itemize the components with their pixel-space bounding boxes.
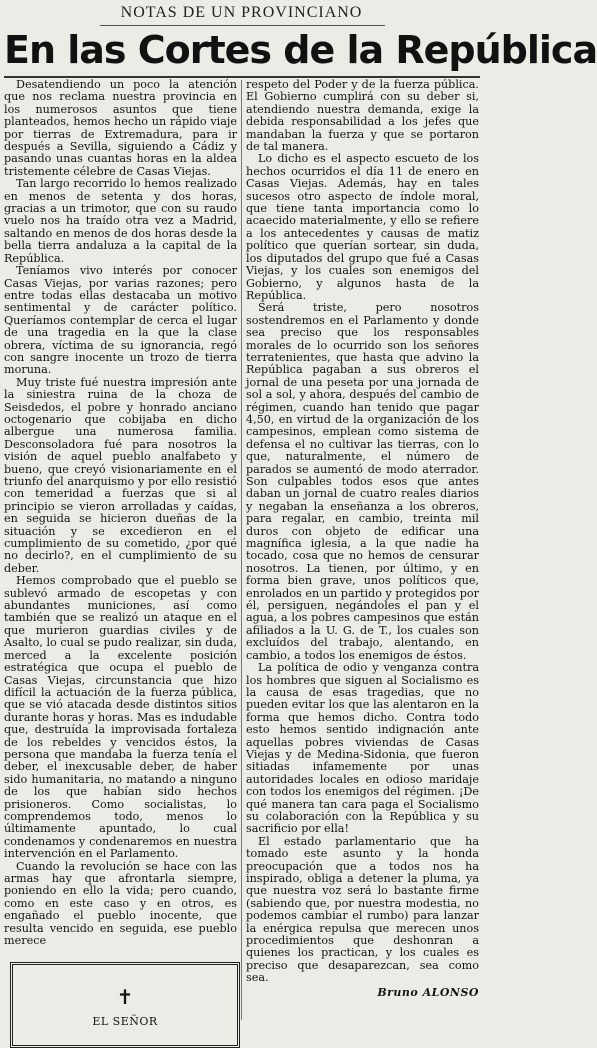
- author-signature: Bruno ALONSO: [377, 985, 479, 999]
- paragraph: El estado parlamentario que ha tomado este asunto y la honda preocupación que a todos nos ha inspirado, obliga a detener la pluma, ya que nuestra voz será lo bastante firme (sabiendo que, por nuestra modestia, no podemos cambiar el rumbo) para lanzar la enérgica repulsa que merecen unos procedimientos que deshonran a quienes los practican, y los cuales es preciso que desaparezcan, sea como sea.: [246, 834, 479, 985]
- paragraph: respeto del Poder y de la fuerza pública. El Gobierno cumplirá con su deber si, atendiendo nuestra demanda, exige la debida responsabilidad a los jefes que mandaban la fuerza y que se portaron de tal manera.: [246, 78, 479, 154]
- paragraph: Desatendiendo un poco la atención que nos reclama nuestra provincia en los numerosos asuntos que tiene planteados, hemos hecho un rápido viaje por tierras de Extremadura, para ir después a Sevilla, siguiendo a Cádiz y pasando unas cuantas horas en la aldea tristemente célebre de Casas Viejas.: [4, 78, 237, 178]
- section-title: NOTAS DE UN PROVINCIANO: [120, 4, 363, 21]
- paragraph: Lo dicho es el aspecto escueto de los hechos ocurridos el día 11 de enero en Casas Viejas. Además, hay en tales sucesos otro aspecto de índole moral, que tiene tanta importancia como lo acaecido materialmente, y ello se refiere a los antecedentes y causas de matiz político que querían sortear, sin duda, los diputados del grupo que fué a Casas Viejas, y los cuales son enemigos del Gobierno, y algunos hasta de la República.: [246, 152, 479, 302]
- paragraph: Será triste, pero nosotros sostendremos en el Parlamento y donde sea preciso que los responsables morales de lo ocurrido son los señores terratenientes, que hasta que advino la República pagaban a sus obreros el jornal de una peseta por una jornada de sol a sol, y ahora, después del cambio de régimen, cuando han tenido que pagar 4,50, en virtud de la organización de los campesinos, emplean como sistema de defensa el no cultivar las tierras, con lo que, naturalmente, el número de parados se aumentó de modo aterrador. Son culpables todos esos que antes daban un jornal de cuatro reales diarios y negaban la enseñanza a los obreros, para regalar, en cambio, treinta mil duros con objeto de edificar una magnífica iglesia, a la que nadie ha tocado, cosa que no hemos de censurar nosotros. La tienen, por último, y en forma bien grave, unos políticos que, enrolados en un partido y protegidos por él, persiguen, negándoles el pan y el agua, a los pobres campesinos que están afiliados a la U. G. de T., los cuales son excluídos del trabajo, alentando, en cambio, a todos los enemigos de éstos.: [246, 301, 479, 662]
- paragraph: La política de odio y venganza contra los hombres que siguen al Socialismo es la causa de esas tragedias, que no pueden evitar los que las alentaron en la forma que hemos dicho. Contra todo esto hemos sentido indignación ante aquellas pobres viviendas de Casas Viejas y de Medina-Sidonia, que fueron sitiadas infamemente por unas autoridades locales en odioso maridaje con todos los enemigos del régimen. ¡De qué manera tan cara paga el Socialismo su colaboración con la República y su sacrificio por ella!: [246, 661, 479, 836]
- paragraph: Cuando la revolución se hace con las armas hay que afrontarla siempre, poniendo en ello la vida; pero cuando, como en este caso y en otros, es engañado el pueblo inocente, que resulta vencido en seguida, ese pueblo merece: [4, 859, 237, 948]
- paragraph: Hemos comprobado que el pueblo se sublevó armado de escopetas y con abundantes municiones, así como también que se realizó un ataque en el que murieron guardias civiles y de Asalto, lo cual se pudo realizar, sin duda, merced a la excelente posición estratégica que ocupa el pueblo de Casas Viejas, circunstancia que hizo difícil la actuación de la fuerza pública, que se vió atacada desde distintos sitios durante horas y horas. Mas es indudable que, destruída la improvisada fortaleza de los rebeldes y vencidos éstos, la persona que mandaba la fuerza tenía el deber, el inexcusable deber, de haber sido humanitaria, no matando a ninguno de los que habían sido hechos prisioneros. Como socialistas, lo comprendemos todo, menos lo últimamente apuntado, lo cual condenamos y condenaremos en nuestra intervención en el Parlamento.: [4, 574, 237, 861]
- paragraph: Teníamos vivo interés por conocer Casas Viejas, por varias razones; pero entre todas ellas destacaba un motivo sentimental y de carácter político. Queríamos contemplar de cerca el lugar de una tragedia en la que la clase obrera, víctima de su ignorancia, regó con sangre inocente un trozo de tierra moruna.: [4, 264, 237, 377]
- paragraph: Tan largo recorrido lo hemos realizado en menos de setenta y dos horas, gracias a un trimotor, que con su raudo vuelo nos ha traído otra vez a Madrid, saltando en menos de dos horas desde la bella tierra andaluza a la capital de la República.: [4, 177, 237, 265]
- section-rule: [100, 25, 385, 26]
- left-column: [4, 79, 237, 947]
- column-divider: [241, 80, 242, 1020]
- cross-icon: ✝: [116, 985, 134, 1009]
- headline: En las Cortes de la República: [4, 28, 597, 72]
- notice-heading: EL SEÑOR: [92, 1015, 158, 1028]
- paragraph: Muy triste fué nuestra impresión ante la siniestra ruina de la choza de Seisdedos, el pobre y honrado anciano octogenario que cobijaba en dicho albergue una numerosa familia. Desconsoladora fué para nosotros la visión de aquel pueblo analfabeto y bueno, que creyó visionariamente en el triunfo del anarquismo y por ello resistió con temeridad a fuerzas que si al principio se vieron arrolladas y caídas, en seguida se hicieron dueñas de la situación y se excedieron en el cumplimiento de su cometido, ¿por qué no decirlo?, en el cumplimiento de su deber.: [4, 375, 237, 575]
- right-column: [246, 79, 479, 999]
- obituary-notice: [10, 962, 240, 1048]
